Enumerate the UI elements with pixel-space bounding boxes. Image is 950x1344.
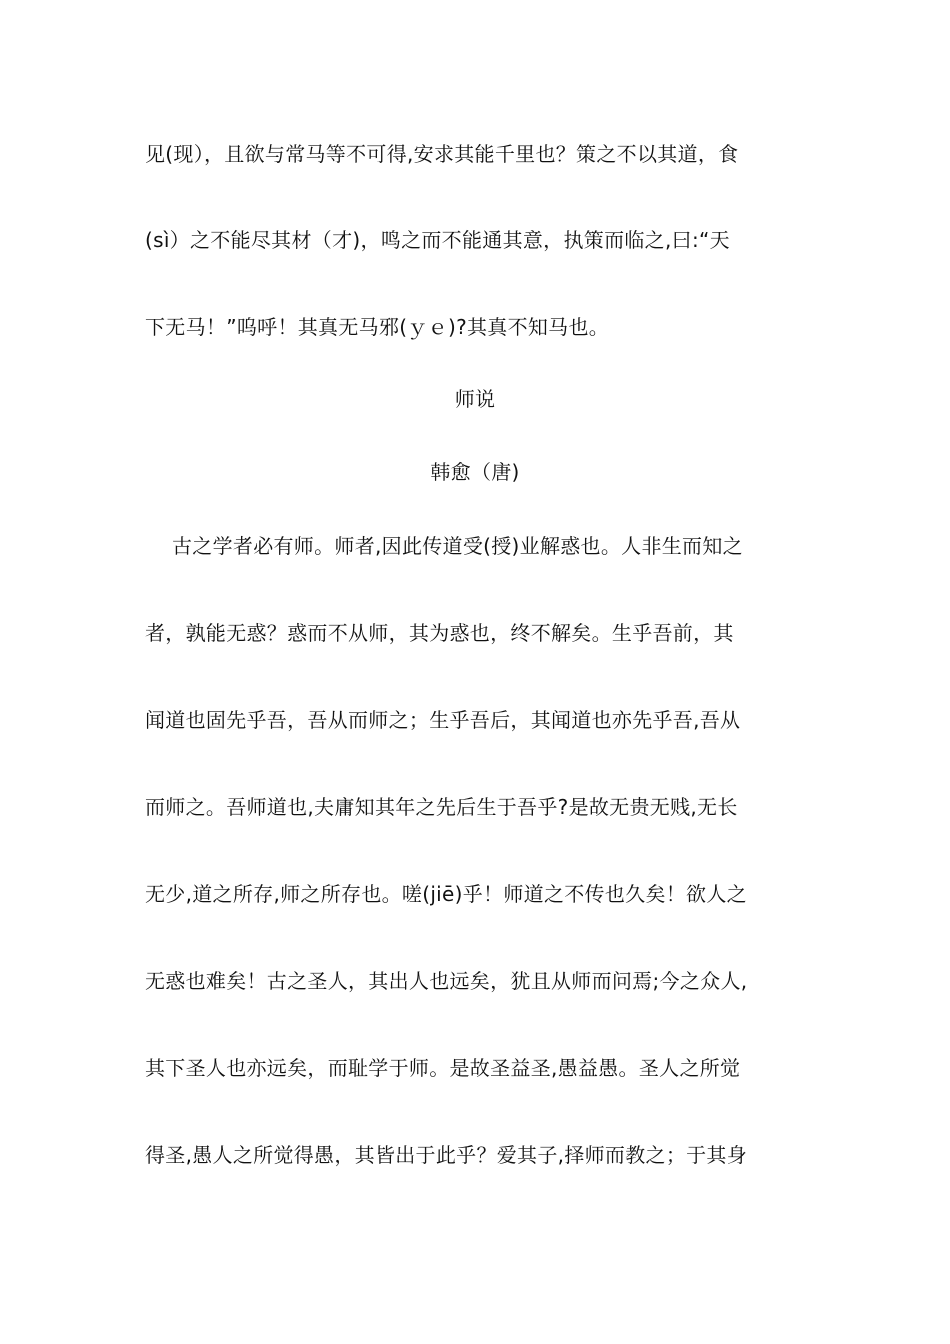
text-line: 下无马！”呜呼！其真无马邪(ｙｅ)?其真不知马也。 [145,315,610,339]
text-line: 见(现），且欲与常马等不可得,安求其能千里也？策之不以其道，食 [145,142,739,166]
text-line: 无惑也难矣！古之圣人，其出人也远矣，犹且从师而问焉;今之众人, [145,969,748,993]
text-line: 古之学者必有师。师者,因此传道受(授)业解惑也。人非生而知之 [172,534,743,558]
text-line: 得圣,愚人之所觉得愚，其皆出于此乎？爱其子,择师而教之；于其身 [145,1143,748,1167]
text-line: 者，孰能无惑？惑而不从师，其为惑也，终不解矣。生乎吾前，其 [145,621,734,645]
text-line: 闻道也固先乎吾，吾从而师之；生乎吾后，其闻道也亦先乎吾,吾从 [145,708,741,732]
essay-title: 师说 [454,387,496,411]
text-line: 无少,道之所存,师之所存也。嗟(jiē)乎！师道之不传也久矣！欲人之 [145,882,747,906]
text-line: 而师之。吾师道也,夫庸知其年之先后生于吾乎?是故无贵无贱,无长 [145,795,738,819]
text-line: 其下圣人也亦远矣，而耻学于师。是故圣益圣,愚益愚。圣人之所觉 [145,1056,741,1080]
essay-author: 韩愈（唐) [430,460,520,484]
text-line: (sì）之不能尽其材（才)，鸣之而不能通其意，执策而临之,曰:“天 [145,228,730,252]
